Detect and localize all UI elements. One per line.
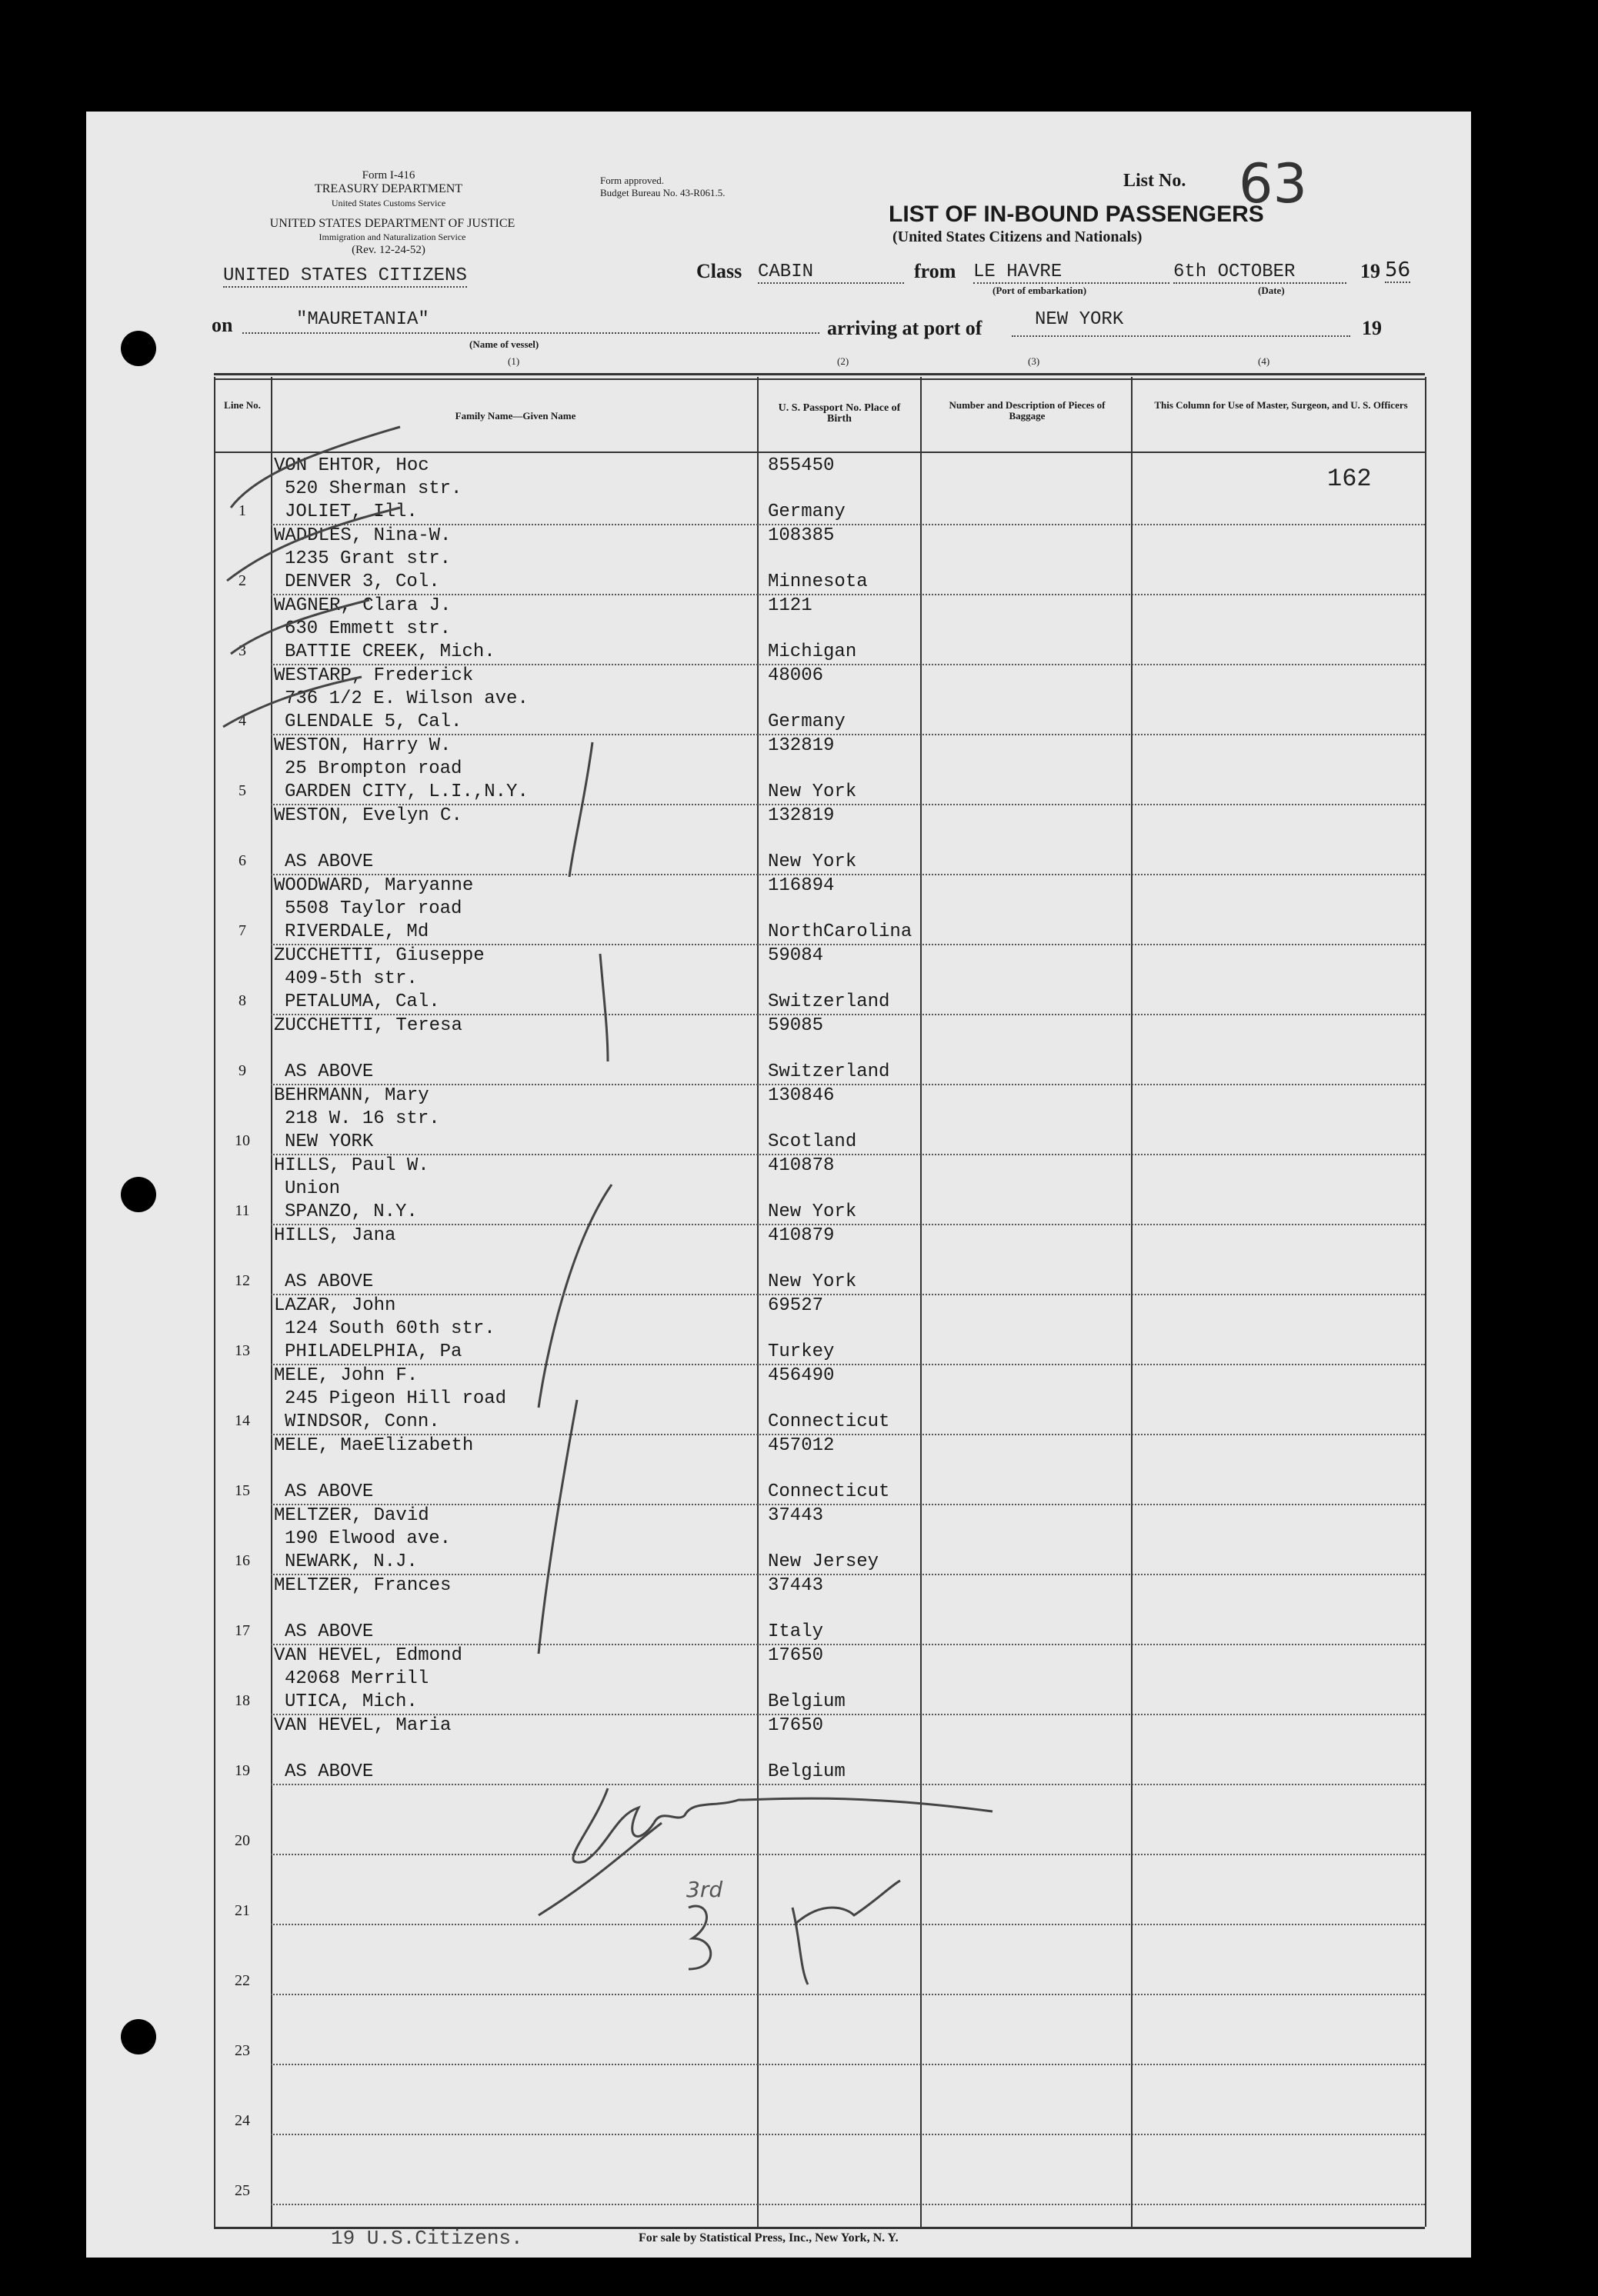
place-of-birth: Germany — [768, 711, 846, 732]
passenger-city: UTICA, Mich. — [285, 1691, 418, 1712]
check-mark — [231, 427, 400, 508]
passenger-city: AS ABOVE — [285, 851, 374, 872]
budget-bureau: Budget Bureau No. 43-R061.5. — [600, 187, 726, 198]
passenger-address: 409-5th str. — [285, 968, 418, 989]
passenger-city: AS ABOVE — [285, 1761, 374, 1782]
passenger-address: 1235 Grant str. — [285, 548, 452, 569]
place-of-birth: Switzerland — [768, 1061, 890, 1082]
check-mark — [227, 508, 400, 581]
year-prefix: 19 — [1360, 260, 1380, 282]
place-of-birth: Scotland — [768, 1131, 857, 1152]
header-family-name: Family Name—Given Name — [455, 410, 576, 422]
from-label: from — [914, 260, 956, 282]
treasury-dept: TREASURY DEPARTMENT — [314, 182, 463, 195]
passport-number: 59084 — [768, 945, 824, 966]
place-of-birth: Belgium — [768, 1761, 846, 1782]
place-of-birth: Connecticut — [768, 1411, 890, 1432]
check-mark — [223, 677, 362, 727]
line-number: 9 — [239, 1062, 246, 1079]
list-no-value: 63 — [1239, 152, 1308, 215]
justice-dept: UNITED STATES DEPARTMENT OF JUSTICE — [269, 217, 515, 230]
passenger-city: SPANZO, N.Y. — [285, 1201, 418, 1222]
page-title: LIST OF IN-BOUND PASSENGERS — [889, 202, 1264, 227]
line-number: 6 — [239, 852, 246, 869]
passenger-city: BATTIE CREEK, Mich. — [285, 641, 495, 662]
arriving-label: arriving at port of — [827, 317, 982, 339]
passenger-name: LAZAR, John — [274, 1295, 396, 1316]
line-number: 7 — [239, 922, 246, 939]
passenger-city: DENVER 3, Col. — [285, 572, 440, 592]
vessel-caption: (Name of vessel) — [469, 338, 539, 350]
year2: 19 — [1362, 317, 1382, 339]
place-of-birth: Turkey — [768, 1341, 835, 1362]
pencil-stroke — [569, 742, 592, 877]
line-number: 11 — [235, 1202, 250, 1219]
handwritten-note-text: 3rd — [686, 1877, 723, 1902]
ins-service: Immigration and Naturalization Service — [319, 232, 466, 242]
passenger-city: RIVERDALE, Md — [285, 921, 429, 942]
pencil-stroke — [600, 954, 608, 1061]
handwritten-note — [792, 1881, 900, 1984]
place-of-birth: Italy — [768, 1621, 824, 1642]
passenger-name: ZUCCHETTI, Teresa — [274, 1015, 462, 1036]
printer-imprint: For sale by Statistical Press, Inc., New York, N. Y. — [639, 2231, 899, 2244]
passenger-name: VON EHTOR, Hoc — [274, 455, 429, 476]
passport-number: 48006 — [768, 665, 824, 686]
line-number: 4 — [239, 712, 246, 729]
place-of-birth: New York — [768, 851, 857, 872]
line-number: 16 — [235, 1552, 250, 1569]
passport-number: 457012 — [768, 1435, 835, 1456]
passport-number: 17650 — [768, 1715, 824, 1736]
passenger-city: PHILADELPHIA, Pa — [285, 1341, 462, 1362]
header-officer-use: This Column for Use of Master, Surgeon, and U. S. Officers — [1154, 399, 1408, 411]
handwritten-note — [689, 1906, 711, 1969]
header-passport: U. S. Passport No. Place of Birth — [778, 402, 901, 425]
port-value: LE HAVRE — [973, 262, 1169, 284]
passport-number: 37443 — [768, 1575, 824, 1596]
passport-number: 456490 — [768, 1365, 835, 1386]
place-of-birth: Switzerland — [768, 991, 890, 1012]
passenger-city: NEW YORK — [285, 1131, 374, 1152]
passenger-name: WADDLES, Nina-W. — [274, 525, 452, 546]
passenger-address: 42068 Merrill — [285, 1668, 429, 1689]
line-number: 8 — [239, 992, 246, 1009]
passport-number: 59085 — [768, 1015, 824, 1036]
passport-number: 37443 — [768, 1505, 824, 1526]
signature — [539, 1823, 662, 1915]
date-value: 6th OCTOBER — [1173, 262, 1346, 284]
passenger-city: AS ABOVE — [285, 1061, 374, 1082]
revision: (Rev. 12-24-52) — [352, 244, 425, 256]
passenger-address: 190 Elwood ave. — [285, 1528, 452, 1549]
line-number: 21 — [235, 1902, 250, 1919]
line-number: 14 — [235, 1412, 250, 1429]
col-4: (4) — [1258, 355, 1270, 367]
passport-number: 132819 — [768, 735, 835, 756]
line-number: 12 — [235, 1272, 250, 1289]
passenger-name: ZUCCHETTI, Giuseppe — [274, 945, 485, 966]
page-subtitle: (United States Citizens and Nationals) — [892, 228, 1143, 245]
place-of-birth: New York — [768, 1201, 857, 1222]
place-of-birth: New Jersey — [768, 1551, 879, 1572]
signature — [573, 1788, 992, 1862]
col-3: (3) — [1028, 355, 1040, 367]
line-number: 22 — [235, 1972, 250, 1989]
line-number: 1 — [239, 502, 246, 519]
passenger-city: NEWARK, N.J. — [285, 1551, 418, 1572]
passenger-address: 124 South 60th str. — [285, 1318, 495, 1339]
passport-number: 130846 — [768, 1085, 835, 1106]
date-caption: (Date) — [1258, 285, 1285, 296]
line-number: 3 — [239, 642, 246, 659]
count-162: 162 — [1327, 465, 1372, 493]
passport-number: 132819 — [768, 805, 835, 826]
line-number: 2 — [239, 572, 246, 589]
passenger-city: AS ABOVE — [285, 1621, 374, 1642]
place-of-birth: New York — [768, 781, 857, 802]
col-1: (1) — [508, 355, 520, 367]
place-of-birth: NorthCarolina — [768, 921, 912, 942]
passenger-name: BEHRMANN, Mary — [274, 1085, 429, 1106]
line-number: 15 — [235, 1482, 250, 1499]
header-line-no: Line No. — [224, 399, 261, 411]
line-number: 25 — [235, 2182, 250, 2199]
vessel-value: "MAURETANIA" — [296, 309, 429, 330]
passenger-name: HILLS, Jana — [274, 1225, 396, 1246]
customs-service: United States Customs Service — [331, 198, 446, 208]
place-of-birth: Connecticut — [768, 1481, 890, 1502]
header-baggage: Number and Description of Pieces of Baggage — [949, 399, 1106, 422]
place-of-birth: Michigan — [768, 641, 857, 662]
year-value: 56 — [1385, 258, 1411, 282]
passenger-name: MELE, MaeElizabeth — [274, 1435, 474, 1456]
list-no-label: List No. — [1123, 171, 1186, 191]
line-number: 5 — [239, 782, 246, 799]
us-citizens-stamp: UNITED STATES CITIZENS — [223, 265, 467, 286]
form-number: Form I-416 — [362, 169, 415, 182]
line-number: 13 — [235, 1342, 250, 1359]
line-number: 18 — [235, 1692, 250, 1709]
pencil-stroke — [539, 1185, 612, 1408]
passenger-address: 25 Brompton road — [285, 758, 462, 779]
passport-number: 69527 — [768, 1295, 824, 1316]
arrival-port: NEW YORK — [1035, 309, 1124, 330]
passport-number: 17650 — [768, 1645, 824, 1666]
passenger-city: AS ABOVE — [285, 1481, 374, 1502]
line-number: 23 — [235, 2042, 250, 2059]
passenger-city: GLENDALE 5, Cal. — [285, 711, 462, 732]
place-of-birth: Belgium — [768, 1691, 846, 1712]
passenger-city: WINDSOR, Conn. — [285, 1411, 440, 1432]
passenger-name: WESTARP, Frederick — [274, 665, 474, 686]
class-value: CABIN — [758, 262, 904, 284]
pencil-stroke — [539, 1400, 577, 1654]
line-number: 10 — [235, 1132, 250, 1149]
passport-number: 108385 — [768, 525, 835, 546]
port-caption: (Port of embarkation) — [992, 285, 1087, 296]
check-mark — [231, 600, 369, 654]
on-label: on — [212, 314, 233, 336]
passport-number: 116894 — [768, 875, 835, 896]
passenger-address: 218 W. 16 str. — [285, 1108, 440, 1129]
passenger-name: VAN HEVEL, Edmond — [274, 1645, 462, 1666]
line-number: 20 — [235, 1832, 250, 1849]
passenger-name: HILLS, Paul W. — [274, 1155, 429, 1176]
passenger-address: Union — [285, 1178, 341, 1199]
passenger-name: MELTZER, David — [274, 1505, 429, 1526]
passenger-name: WESTON, Evelyn C. — [274, 805, 462, 826]
passenger-name: WESTON, Harry W. — [274, 735, 452, 756]
passenger-city: JOLIET, Ill. — [285, 502, 418, 522]
line-number: 24 — [235, 2112, 250, 2129]
line-number: 19 — [235, 1762, 250, 1779]
passport-number: 410879 — [768, 1225, 835, 1246]
place-of-birth: Minnesota — [768, 572, 868, 592]
passenger-address: 520 Sherman str. — [285, 478, 462, 499]
place-of-birth: Germany — [768, 502, 846, 522]
passenger-city: GARDEN CITY, L.I.,N.Y. — [285, 781, 529, 802]
passport-number: 1121 — [768, 595, 812, 616]
passenger-name: MELTZER, Frances — [274, 1575, 452, 1596]
passenger-address: 245 Pigeon Hill road — [285, 1388, 507, 1409]
passenger-name: VAN HEVEL, Maria — [274, 1715, 452, 1736]
passenger-name: WOODWARD, Maryanne — [274, 875, 474, 896]
passenger-name: MELE, John F. — [274, 1365, 419, 1386]
passenger-address: 5508 Taylor road — [285, 898, 462, 919]
passenger-address: 736 1/2 E. Wilson ave. — [285, 688, 529, 709]
passenger-name: WAGNER, Clara J. — [274, 595, 452, 616]
passenger-address: 630 Emmett str. — [285, 618, 452, 639]
form-approved: Form approved. — [600, 175, 665, 186]
passport-number: 855450 — [768, 455, 835, 476]
line-number: 17 — [235, 1622, 250, 1639]
place-of-birth: New York — [768, 1271, 857, 1292]
passenger-city: PETALUMA, Cal. — [285, 991, 440, 1012]
passport-number: 410878 — [768, 1155, 835, 1176]
passenger-city: AS ABOVE — [285, 1271, 374, 1292]
citizens-count: 19 U.S.Citizens. — [331, 2227, 523, 2250]
col-2: (2) — [837, 355, 849, 367]
class-label: Class — [696, 260, 742, 282]
